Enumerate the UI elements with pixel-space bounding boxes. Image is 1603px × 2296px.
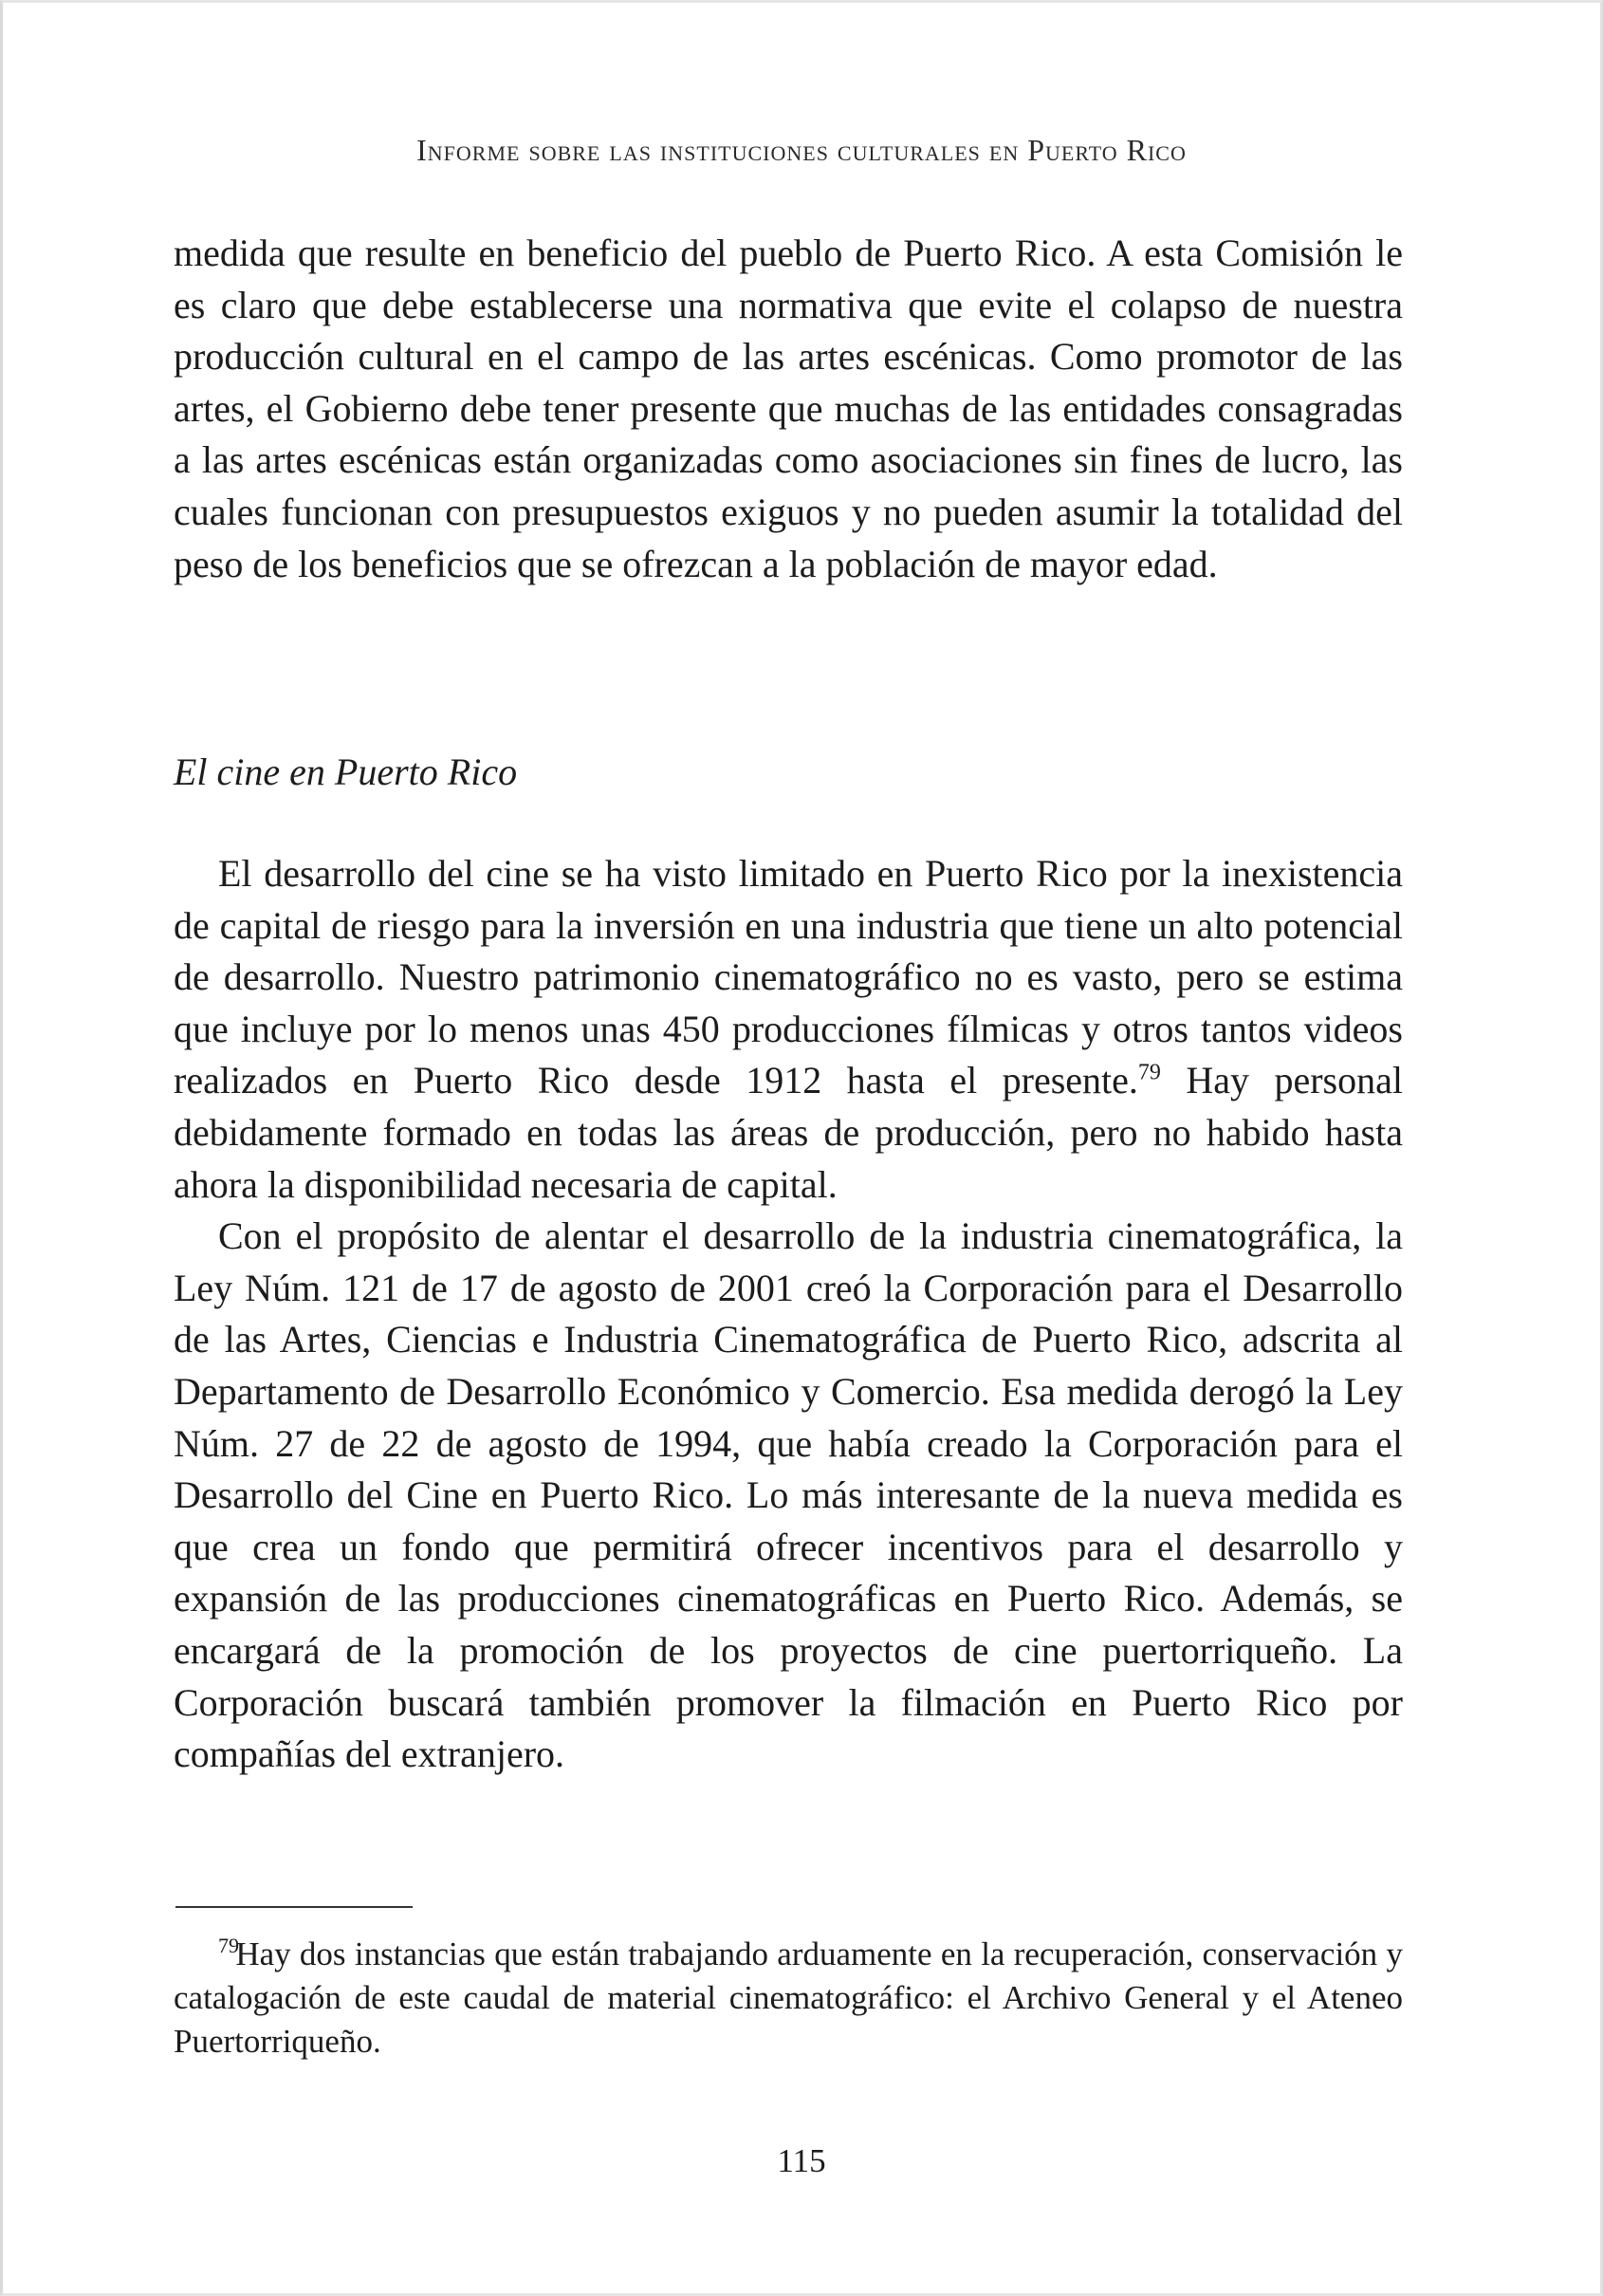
section-paragraph-2: Con el propósito de alentar el desarrollo de la industria cinematográfica, la Ley Núm. 121 de 17 de agosto de 2001 creó la Corporación para el Desarrollo de las Artes, Ciencias e Industria Cinematográfica de Puerto Rico, adscrita al Departamento de Desarrollo Económico y Comercio. Esa medida derogó la Ley Núm. 27 de 22 de agosto de 1994, que había creado la Corporación para el Desarrollo del Cine en Puerto Rico. Lo más interesante de la nueva medida es que crea un fondo que permitirá ofrecer incentivos para el desarrollo y expansión de las producciones cinematográficas en Puerto Rico. Además, se encargará de la promoción de los proyectos de cine puertorriqueño. La Corporación buscará también promover la filmación en Puerto Rico por compañías del extranjero.	[174, 1214, 1403, 1776]
section-body	[174, 848, 1403, 1781]
section-heading: El cine en Puerto Rico	[174, 750, 518, 793]
running-head: Informe sobre las instituciones culturales en Puerto Rico	[416, 133, 1187, 167]
footnote: 79 Hay dos instancias que están trabajando arduamente en la recuperación, conservación y catalogación de este caudal de material cinematográfico: el Archivo General y el Ateneo Puertorriqueño.	[174, 1934, 1403, 2060]
page-number: 115	[777, 2142, 826, 2179]
section-paragraph-1	[174, 848, 1403, 1211]
footnote-separator	[175, 1906, 413, 1908]
continued-paragraph	[174, 228, 1403, 590]
paragraph-text-before-note: El desarrollo del cine se ha visto limitado en Puerto Rico por la inexistencia de capital de riesgo para la inversión en una industria que tiene un alto potencial de desarrollo. Nuestro patrimonio cinematográfico no es vasto, pero se estima que incluye por lo menos unas 450 producciones fílmicas y otros tantos videos realizados en Puerto Rico desde 1912 hasta el presente.	[174, 852, 1403, 1102]
footnote-text: Hay dos instancias que están trabajando arduamente en la recuperación, conservación y catalogación de este caudal de material cinematográfico: el Archivo General y el Ateneo Puertorriqueño.	[174, 1935, 1403, 2060]
footnote-reference[interactable]: 79	[1137, 1061, 1161, 1086]
paragraph-text: medida que resulte en beneficio del pueblo de Puerto Rico. A esta Comisión le es claro que debe establecerse una normativa que evite el colapso de nuestra producción cultural en el campo de las artes escénicas. Como promotor de las artes, el Gobierno debe tener presente que muchas de las entidades consagradas a las artes escénicas están organizadas como asociaciones sin fines de lucro, las cuales funcionan con presupuestos exiguos y no pueden asumir la totalidad del peso de los beneficios que se ofrezcan a la población de mayor edad.	[174, 231, 1403, 585]
paragraph-text-after-note: Hay personal debidamente formado en todas las áreas de producción, pero no habido hasta ahora la disponibilidad necesaria de capital.	[174, 1059, 1403, 1206]
